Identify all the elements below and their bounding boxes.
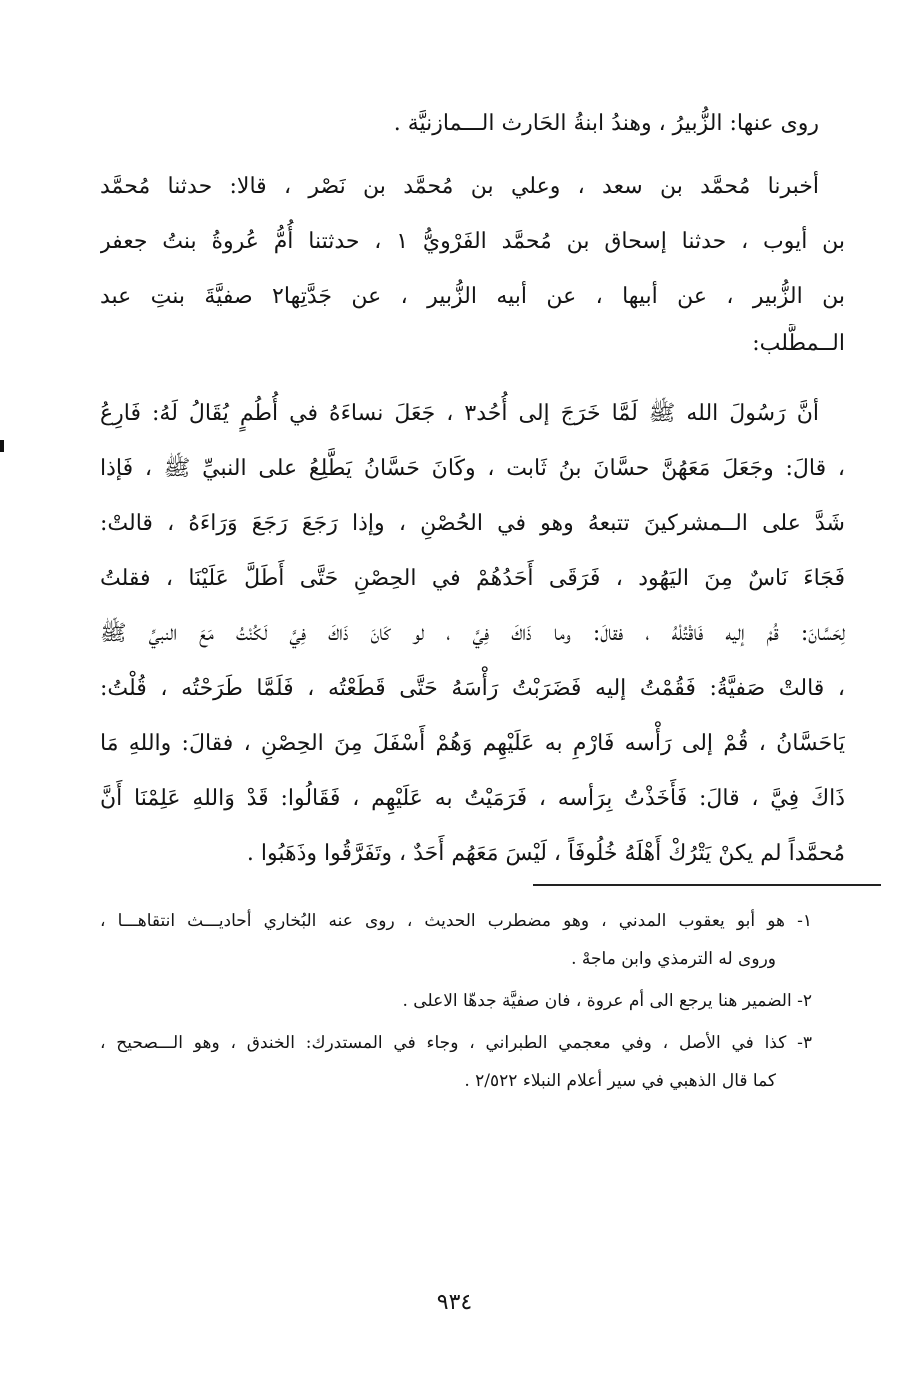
text-line: يَاحَسَّانُ ، قُمْ إلى رَأْسه فَارْمِ به عَلَيْهِم وَهُمْ أَسْفَلَ مِنَ الحِصْنِ ، فقالَ: واللهِ مَا: [100, 731, 845, 756]
text-line: بن الزُّبير ، عن أبيها ، عن أبيه الزُّبير ، عن جَدَّتِها٢ صفيَّةَ بنتِ عبد: [100, 284, 845, 309]
text-line: ، قالَ: وجَعَلَ مَعَهُنَّ حسَّانَ بنُ ثَابت ، وكَانَ حَسَّانُ يَطَّلِعُ على النبيِّ ﷺ ، فَإذا: [100, 456, 845, 481]
footnote-line: وروى له الترمذي وابن ماجهْ .: [571, 949, 776, 969]
footnote-line: ٢- الضمير هنا يرجع الى أم عروة ، فان صفيَّة جدهّا الاعلى .: [402, 991, 812, 1011]
text-line: لِحَسَّانَ: قُمْ إليه فَاقْتُلْهُ ، فقالَ: وما ذَاكَ فِيَّ ، لو كَانَ ذَاكَ فِيَّ لَكُنْتُ مَعَ النبيِّ ﷺ: [100, 621, 845, 646]
text-line: ذَاكَ فِيَّ ، قالَ: فَأَخَذْتُ بِرَأسه ، فَرَمَيْتُ به عَلَيْهِم ، فَقَالُوا: قَدْ وَاللهِ عَلِمْنَا أَنَّ: [100, 786, 845, 811]
footnotes: [100, 902, 812, 1100]
paragraph-gap: [100, 151, 845, 159]
paragraph-gap: [100, 364, 845, 386]
footnote-line: ١- هو أبو يعقوب المدني ، وهو مضطرب الحديث ، روى عنه البُخاري أحاديـــث انتقاهـــا ،: [100, 911, 812, 931]
main-text: [100, 96, 845, 881]
text-line: أنَّ رَسُولَ الله ﷺ لَمَّا خَرَجَ إلى أُحُد٣ ، جَعَلَ نساءَهُ في أُطُمٍ يُقَالُ لَهُ: فَارِعُ: [100, 401, 819, 426]
footnote-line: ٣- كذا في الأصل ، وفي معجمي الطبراني ، وجاء في المستدرك: الخندق ، وهو الـــصحيح ،: [100, 1033, 812, 1053]
text-line: أخبرنا مُحمَّد بن سعد ، وعلي بن مُحمَّد بن نَصْر ، قالا: حدثنا مُحمَّد: [100, 174, 819, 199]
text-line: مُحمَّداً لم يكنْ يَتْرُكْ أَهْلَهُ خُلُوفَاً ، لَيْسَ مَعَهُم أَحَدٌ ، وتَفَرَّقُوا وذَهَبُوا .: [246, 841, 845, 866]
margin-mark: [0, 440, 4, 452]
page-number: ٩٣٤: [436, 1290, 473, 1315]
footnote-line: كما قال الذهبي في سير أعلام النبلاء ٢/٥٢٢ .: [464, 1071, 776, 1091]
text-line: روى عنها: الزُّبيرُ ، وهندُ ابنةُ الحَارث الـــمازنيَّة .: [393, 111, 819, 136]
text-line: الــمطَّلب:: [752, 331, 845, 356]
text-line: ، قالتْ صَفيَّةُ: فَقُمْتُ إليه فَضَرَبْتُ رَأْسَهُ حَتَّى قَطَعْتُه ، فَلَمَّا طَرَحْتُه ، قُلْتُ:: [100, 676, 845, 701]
text-line: شَدَّ على الــمشركينَ تتبعهُ وهو في الحُصْنِ ، وإذا رَجَعَ رَجَعَ وَرَاءَهُ ، قالتْ:: [100, 511, 845, 536]
text-line: فَجَاءَ نَاسٌ مِنَ اليَهُود ، فَرَقَى أَحَدُهُمْ في الحِصْنِ حَتَّى أَطَلَّ عَلَيْنَا ، فقلتُ: [100, 566, 845, 591]
text-line: بن أيوب ، حدثنا إسحاق بن مُحمَّد الفَرْويُّ ١ ، حدثتنا أُمُّ عُروةُ بنتُ جعفر: [100, 229, 845, 254]
footnote-divider: [533, 884, 881, 886]
